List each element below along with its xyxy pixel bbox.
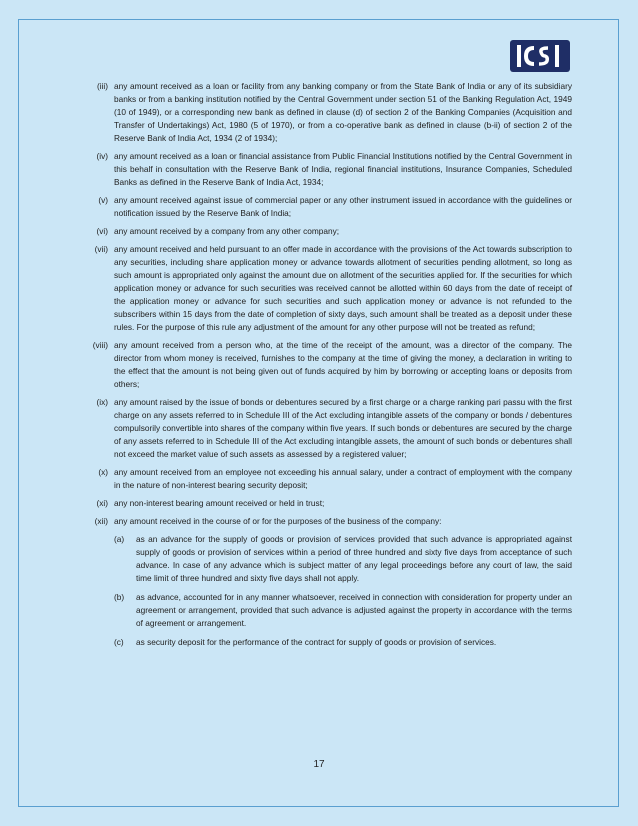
list-item <box>80 497 572 510</box>
item-number: (xii) <box>94 516 108 526</box>
item-number: (iv) <box>96 151 108 161</box>
list-item <box>80 466 572 492</box>
sub-item-letter: (c) <box>114 637 124 647</box>
sub-list-item <box>114 591 572 630</box>
item-text: any amount received as a loan or financial assistance from Public Financial Institutions notified by the Central Government in this behalf in consultation with the Reserve Bank of India, regional financial institutions, Insurance Companies, Scheduled Banks as defined in the Reserve Bank of India Act, 1934; <box>114 151 572 187</box>
item-text: any non-interest bearing amount received or held in trust; <box>114 498 325 508</box>
item-text: any amount received from an employee not exceeding his annual salary, under a contract of employment with the company in the nature of non-interest bearing security deposit; <box>114 467 572 490</box>
item-text: any amount received against issue of commercial paper or any other instrument issued in accordance with the guidelines or notification issued by the Reserve Bank of India; <box>114 195 572 218</box>
list-item <box>80 150 572 189</box>
item-text: any amount received in the course of or for the purposes of the business of the company: <box>114 516 442 526</box>
item-number: (ix) <box>96 397 108 407</box>
item-text: any amount raised by the issue of bonds or debentures secured by a first charge or a charge ranking pari passu with the first charge on any assets referred to in Schedule III of the Act excluding intangible assets of the company or bonds / debentures compulsorily convertible into shares of the company within five years. If such bonds or debentures are secured by the charge of any assets referred to in Schedule III of the Act excluding intangible assets, the amount of such bonds or debentures shall not exceed the market value of such assets as assessed by a registered valuer; <box>114 397 572 459</box>
list-item <box>80 396 572 461</box>
item-number: (vii) <box>94 244 108 254</box>
item-number: (xi) <box>96 498 108 508</box>
item-number: (iii) <box>96 81 108 91</box>
item-number: (v) <box>98 195 108 205</box>
sub-item-letter: (a) <box>114 534 125 544</box>
sub-item-text: as security deposit for the performance of the contract for supply of goods or provision of services. <box>136 637 497 647</box>
item-text: any amount received by a company from any other company; <box>114 226 340 236</box>
list-item <box>80 243 572 334</box>
item-number: (viii) <box>92 340 108 350</box>
list-item <box>80 515 572 649</box>
document-content <box>80 80 572 655</box>
page-number: 17 <box>313 759 325 770</box>
sub-list-item <box>114 533 572 585</box>
list-item <box>80 80 572 145</box>
sub-item-text: as advance, accounted for in any manner whatsoever, received in connection with consideration for property under an agreement or arrangement, provided that such advance is adjusted against the property in accordance with the terms of agreement or arrangement. <box>136 592 572 628</box>
sub-item-letter: (b) <box>114 592 125 602</box>
sub-list-item <box>114 636 572 649</box>
list-item <box>80 194 572 220</box>
list-item <box>80 225 572 238</box>
item-number: (vi) <box>96 226 108 236</box>
list-item <box>80 339 572 391</box>
item-number: (x) <box>98 467 108 477</box>
item-text: any amount received and held pursuant to an offer made in accordance with the provisions of the Act towards subscription to any securities, including share application money or advance towards allotment of securities pending allotment, so long as such amount is appropriated only against the amount due on allotment of the securities applied for. If the securities for which application money or advance for such securities was received cannot be allotted within 60 days from the date of receipt of the application money or advance for such securities and such application money or advance is not refunded to the subscribers within 15 days from the date of completion of sixty days, such amount shall be treated as a deposit under these rules. For the purpose of this rule any adjustment of the amount for any other purpose will not be treated as refund; <box>114 244 572 332</box>
item-text: any amount received from a person who, at the time of the receipt of the amount, was a director of the company. The director from whom money is received, furnishes to the company at the time of giving the money, a declaration in writing to the effect that the amount is not being given out of funds acquired by him by borrowing or accepting loans or deposits from others; <box>114 340 572 389</box>
sub-item-text: as an advance for the supply of goods or provision of services provided that such advance is appropriated against supply of goods or provision of services within a period of three hundred and sixty five days from acceptance of such advance. In case of any advance which is subject matter of any legal proceedings before any court of law, the said time limit of three hundred and sixty five days shall not apply. <box>136 534 572 583</box>
icsi-logo-icon <box>510 40 570 72</box>
item-text: any amount received as a loan or facility from any banking company or from the State Bank of India or any of its subsidiary banks or from a banking institution notified by the Central Government under section 51 of the Banking Regulation Act, 1949 (10 of 1949), or a corresponding new bank as defined in clause (d) of section 2 of the Banking Companies (Acquisition and Transfer of Undertakings) Act, 1980 (5 of 1970), or from a co-operative bank as defined in clause (b-ii) of section 2 of the Reserve Bank of India Act, 1934 (2 of 1934); <box>114 81 572 143</box>
